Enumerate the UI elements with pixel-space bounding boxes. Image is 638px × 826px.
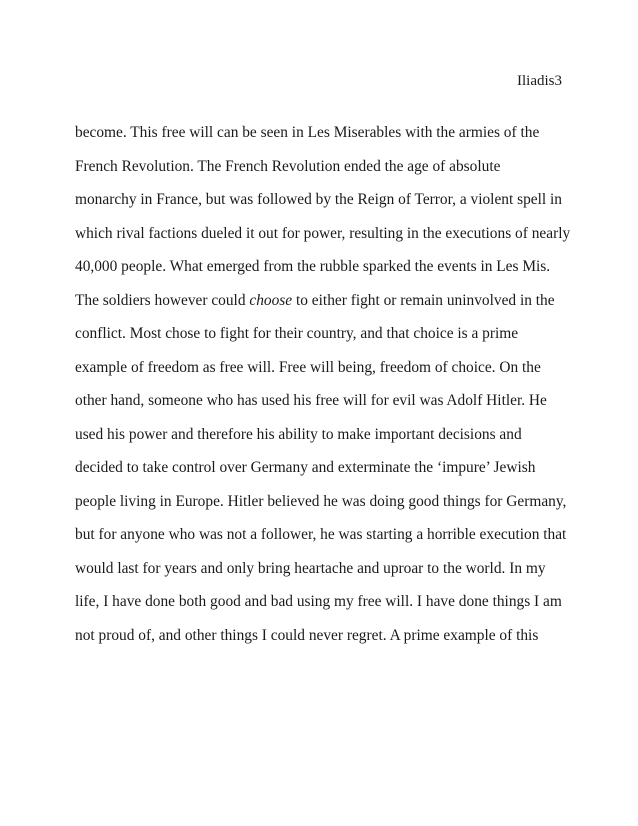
text-line [75, 324, 575, 358]
text-line [75, 592, 575, 626]
text-line-segment: life, I have done both good and bad using my free will. I have done things I am [75, 593, 562, 610]
running-head: Iliadis3 [517, 73, 562, 89]
body-text [75, 123, 575, 659]
text-line-segment: but for anyone who was not a follower, he was starting a horrible execution that [75, 526, 567, 543]
text-line [75, 157, 575, 191]
text-line-segment: conflict. Most chose to fight for their country, and that choice is a prime [75, 325, 519, 342]
text-line [75, 492, 575, 526]
text-line [75, 190, 575, 224]
text-line [75, 291, 575, 325]
text-line-segment: other hand, someone who has used his free will for evil was Adolf Hitler. He [75, 392, 547, 409]
text-line-segment: The soldiers however could [75, 291, 250, 309]
text-line-segment: people living in Europe. Hitler believed he was doing good things for Germany, [75, 492, 567, 510]
text-line [75, 626, 575, 660]
text-line [75, 458, 575, 492]
text-line-segment: monarchy in France, but was followed by the Reign of Terror, a violent spell in [75, 191, 562, 208]
text-line [75, 425, 575, 459]
text-line-segment: to either fight or remain uninvolved in the [292, 291, 555, 309]
text-line [75, 257, 575, 291]
text-line-segment: used his power and therefore his ability to make important decisions and [75, 425, 522, 443]
text-line-segment: 40,000 people. What emerged from the rubble sparked the events in Les Mis. [75, 258, 551, 275]
text-line [75, 358, 575, 392]
text-line-segment: French Revolution. The French Revolution ended the age of absolute [75, 157, 501, 175]
emphasized-word: choose [249, 291, 293, 309]
text-line-segment: which rival factions dueled it out for power, resulting in the executions of nearly [75, 224, 571, 242]
text-line-segment: decided to take control over Germany and exterminate the ‘impure’ Jewish [75, 459, 536, 476]
text-line [75, 391, 575, 425]
text-line-segment: would last for years and only bring heartache and uproar to the world. In my [75, 559, 546, 577]
text-line-segment: become. This free will can be seen in Les Miserables with the armies of the [75, 124, 540, 141]
text-line-segment: example of freedom as free will. Free will being, freedom of choice. On the [75, 358, 541, 376]
text-line [75, 123, 575, 157]
text-line [75, 559, 575, 593]
text-line [75, 525, 575, 559]
text-line-segment: not proud of, and other things I could never regret. A prime example of this [75, 626, 539, 644]
text-line [75, 224, 575, 258]
